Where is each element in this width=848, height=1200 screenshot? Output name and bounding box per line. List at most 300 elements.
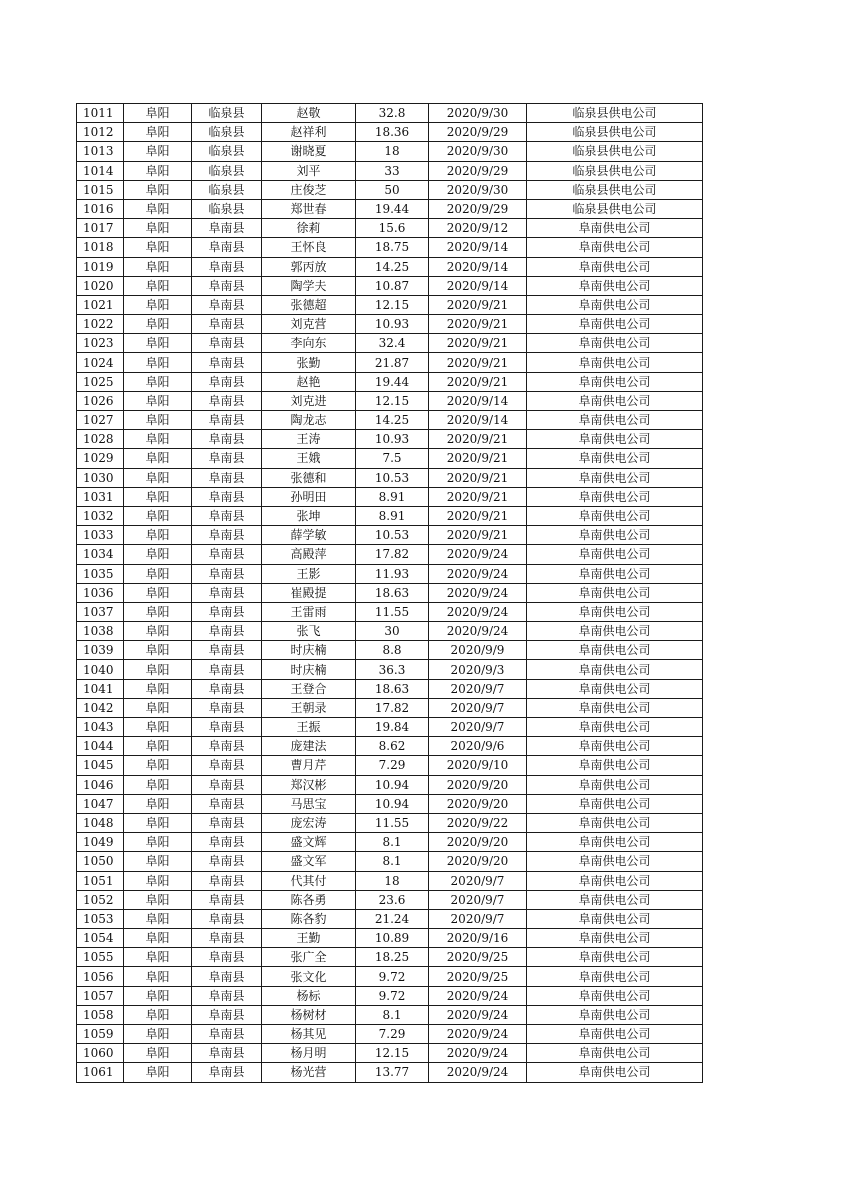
table-row — [77, 1025, 703, 1044]
cell-name: 王雷雨 — [262, 602, 356, 621]
cell-date: 2020/9/29 — [429, 199, 527, 218]
cell-county: 阜南县 — [192, 564, 262, 583]
cell-name: 张广全 — [262, 948, 356, 967]
cell-company: 阜南供电公司 — [527, 276, 703, 295]
cell-company: 临泉县供电公司 — [527, 123, 703, 142]
cell-city: 阜阳 — [124, 1063, 192, 1082]
cell-date: 2020/9/24 — [429, 1044, 527, 1063]
cell-name: 陈各勇 — [262, 890, 356, 909]
cell-city: 阜阳 — [124, 526, 192, 545]
table-row — [77, 698, 703, 717]
cell-company: 阜南供电公司 — [527, 526, 703, 545]
cell-amount: 14.25 — [356, 411, 429, 430]
cell-amount: 19.44 — [356, 199, 429, 218]
cell-serial-number: 1018 — [77, 238, 124, 257]
cell-serial-number: 1059 — [77, 1025, 124, 1044]
cell-city: 阜阳 — [124, 833, 192, 852]
cell-name: 王怀良 — [262, 238, 356, 257]
cell-amount: 11.55 — [356, 813, 429, 832]
cell-amount: 14.25 — [356, 257, 429, 276]
table-row — [77, 430, 703, 449]
cell-city: 阜阳 — [124, 1025, 192, 1044]
cell-date: 2020/9/30 — [429, 104, 527, 123]
table-body — [77, 104, 703, 1083]
table-row — [77, 449, 703, 468]
cell-serial-number: 1054 — [77, 929, 124, 948]
table-row — [77, 391, 703, 410]
cell-city: 阜阳 — [124, 161, 192, 180]
data-table — [76, 103, 703, 1083]
cell-name: 刘克营 — [262, 315, 356, 334]
cell-county: 阜南县 — [192, 967, 262, 986]
cell-name: 张德和 — [262, 468, 356, 487]
table-row — [77, 871, 703, 890]
cell-amount: 50 — [356, 180, 429, 199]
cell-city: 阜阳 — [124, 1005, 192, 1024]
cell-amount: 30 — [356, 622, 429, 641]
cell-amount: 18.63 — [356, 679, 429, 698]
cell-date: 2020/9/21 — [429, 487, 527, 506]
cell-county: 临泉县 — [192, 180, 262, 199]
cell-county: 阜南县 — [192, 948, 262, 967]
cell-name: 薛学敏 — [262, 526, 356, 545]
spreadsheet — [76, 103, 702, 1083]
cell-name: 崔殿提 — [262, 583, 356, 602]
cell-name: 张勤 — [262, 353, 356, 372]
cell-company: 阜南供电公司 — [527, 967, 703, 986]
cell-company: 阜南供电公司 — [527, 257, 703, 276]
cell-county: 阜南县 — [192, 430, 262, 449]
cell-date: 2020/9/29 — [429, 161, 527, 180]
cell-serial-number: 1038 — [77, 622, 124, 641]
cell-serial-number: 1031 — [77, 487, 124, 506]
cell-company: 阜南供电公司 — [527, 1005, 703, 1024]
cell-amount: 15.6 — [356, 219, 429, 238]
cell-amount: 10.53 — [356, 526, 429, 545]
cell-date: 2020/9/20 — [429, 852, 527, 871]
cell-county: 阜南县 — [192, 871, 262, 890]
cell-serial-number: 1045 — [77, 756, 124, 775]
table-row — [77, 890, 703, 909]
cell-name: 时庆楠 — [262, 660, 356, 679]
cell-serial-number: 1030 — [77, 468, 124, 487]
cell-name: 郑世春 — [262, 199, 356, 218]
cell-city: 阜阳 — [124, 276, 192, 295]
cell-city: 阜阳 — [124, 986, 192, 1005]
cell-county: 阜南县 — [192, 775, 262, 794]
cell-city: 阜阳 — [124, 967, 192, 986]
cell-serial-number: 1052 — [77, 890, 124, 909]
table-row — [77, 104, 703, 123]
cell-county: 临泉县 — [192, 123, 262, 142]
cell-amount: 7.29 — [356, 1025, 429, 1044]
table-row — [77, 967, 703, 986]
cell-serial-number: 1053 — [77, 909, 124, 928]
cell-date: 2020/9/20 — [429, 833, 527, 852]
cell-date: 2020/9/7 — [429, 718, 527, 737]
cell-amount: 10.93 — [356, 430, 429, 449]
cell-amount: 11.55 — [356, 602, 429, 621]
cell-name: 王朝录 — [262, 698, 356, 717]
cell-serial-number: 1026 — [77, 391, 124, 410]
cell-date: 2020/9/24 — [429, 1063, 527, 1082]
cell-city: 阜阳 — [124, 468, 192, 487]
cell-date: 2020/9/24 — [429, 622, 527, 641]
cell-serial-number: 1048 — [77, 813, 124, 832]
table-row — [77, 948, 703, 967]
cell-company: 阜南供电公司 — [527, 238, 703, 257]
cell-amount: 8.1 — [356, 852, 429, 871]
cell-amount: 19.44 — [356, 372, 429, 391]
cell-county: 阜南县 — [192, 794, 262, 813]
table-row — [77, 833, 703, 852]
cell-company: 阜南供电公司 — [527, 1044, 703, 1063]
cell-date: 2020/9/7 — [429, 679, 527, 698]
cell-company: 阜南供电公司 — [527, 468, 703, 487]
cell-city: 阜阳 — [124, 353, 192, 372]
cell-name: 赵敬 — [262, 104, 356, 123]
cell-city: 阜阳 — [124, 679, 192, 698]
cell-serial-number: 1050 — [77, 852, 124, 871]
cell-amount: 12.15 — [356, 295, 429, 314]
cell-company: 阜南供电公司 — [527, 449, 703, 468]
cell-county: 阜南县 — [192, 929, 262, 948]
cell-serial-number: 1055 — [77, 948, 124, 967]
cell-company: 临泉县供电公司 — [527, 104, 703, 123]
cell-amount: 18.63 — [356, 583, 429, 602]
cell-city: 阜阳 — [124, 487, 192, 506]
cell-serial-number: 1057 — [77, 986, 124, 1005]
cell-date: 2020/9/16 — [429, 929, 527, 948]
cell-serial-number: 1016 — [77, 199, 124, 218]
cell-date: 2020/9/24 — [429, 1025, 527, 1044]
cell-county: 阜南县 — [192, 698, 262, 717]
cell-county: 阜南县 — [192, 372, 262, 391]
cell-amount: 8.91 — [356, 487, 429, 506]
cell-date: 2020/9/6 — [429, 737, 527, 756]
cell-name: 李向东 — [262, 334, 356, 353]
cell-serial-number: 1022 — [77, 315, 124, 334]
cell-city: 阜阳 — [124, 756, 192, 775]
cell-date: 2020/9/10 — [429, 756, 527, 775]
cell-amount: 11.93 — [356, 564, 429, 583]
cell-county: 阜南县 — [192, 852, 262, 871]
cell-company: 阜南供电公司 — [527, 622, 703, 641]
cell-serial-number: 1012 — [77, 123, 124, 142]
cell-amount: 18.25 — [356, 948, 429, 967]
cell-amount: 18.36 — [356, 123, 429, 142]
cell-date: 2020/9/21 — [429, 372, 527, 391]
cell-date: 2020/9/21 — [429, 468, 527, 487]
cell-company: 阜南供电公司 — [527, 698, 703, 717]
cell-date: 2020/9/3 — [429, 660, 527, 679]
table-row — [77, 794, 703, 813]
cell-city: 阜阳 — [124, 948, 192, 967]
cell-name: 陈各豹 — [262, 909, 356, 928]
cell-date: 2020/9/30 — [429, 180, 527, 199]
cell-company: 阜南供电公司 — [527, 334, 703, 353]
cell-county: 阜南县 — [192, 718, 262, 737]
cell-county: 阜南县 — [192, 468, 262, 487]
table-row — [77, 564, 703, 583]
cell-company: 阜南供电公司 — [527, 1025, 703, 1044]
cell-company: 阜南供电公司 — [527, 295, 703, 314]
cell-name: 郑汉彬 — [262, 775, 356, 794]
cell-date: 2020/9/29 — [429, 123, 527, 142]
cell-amount: 13.77 — [356, 1063, 429, 1082]
cell-date: 2020/9/22 — [429, 813, 527, 832]
cell-name: 孙明田 — [262, 487, 356, 506]
cell-city: 阜阳 — [124, 602, 192, 621]
cell-amount: 7.5 — [356, 449, 429, 468]
cell-amount: 21.87 — [356, 353, 429, 372]
cell-company: 阜南供电公司 — [527, 487, 703, 506]
cell-name: 王勤 — [262, 929, 356, 948]
cell-amount: 17.82 — [356, 545, 429, 564]
cell-county: 阜南县 — [192, 737, 262, 756]
table-row — [77, 1005, 703, 1024]
table-row — [77, 718, 703, 737]
cell-city: 阜阳 — [124, 852, 192, 871]
cell-serial-number: 1060 — [77, 1044, 124, 1063]
cell-company: 阜南供电公司 — [527, 718, 703, 737]
cell-city: 阜阳 — [124, 794, 192, 813]
cell-city: 阜阳 — [124, 180, 192, 199]
cell-serial-number: 1011 — [77, 104, 124, 123]
cell-serial-number: 1034 — [77, 545, 124, 564]
cell-name: 高殿萍 — [262, 545, 356, 564]
cell-county: 阜南县 — [192, 1063, 262, 1082]
cell-date: 2020/9/21 — [429, 295, 527, 314]
cell-county: 阜南县 — [192, 487, 262, 506]
cell-serial-number: 1028 — [77, 430, 124, 449]
table-row — [77, 295, 703, 314]
table-row — [77, 545, 703, 564]
cell-county: 阜南县 — [192, 1025, 262, 1044]
cell-company: 阜南供电公司 — [527, 890, 703, 909]
cell-company: 阜南供电公司 — [527, 833, 703, 852]
cell-county: 阜南县 — [192, 679, 262, 698]
cell-name: 王涛 — [262, 430, 356, 449]
table-row — [77, 1044, 703, 1063]
cell-county: 阜南县 — [192, 890, 262, 909]
cell-name: 杨光营 — [262, 1063, 356, 1082]
cell-name: 谢晓夏 — [262, 142, 356, 161]
cell-company: 阜南供电公司 — [527, 986, 703, 1005]
cell-serial-number: 1027 — [77, 411, 124, 430]
cell-city: 阜阳 — [124, 583, 192, 602]
table-row — [77, 161, 703, 180]
cell-date: 2020/9/21 — [429, 315, 527, 334]
cell-city: 阜阳 — [124, 334, 192, 353]
cell-city: 阜阳 — [124, 641, 192, 660]
cell-date: 2020/9/9 — [429, 641, 527, 660]
cell-city: 阜阳 — [124, 564, 192, 583]
cell-amount: 7.29 — [356, 756, 429, 775]
table-row — [77, 602, 703, 621]
table-row — [77, 199, 703, 218]
cell-serial-number: 1041 — [77, 679, 124, 698]
table-row — [77, 852, 703, 871]
cell-company: 阜南供电公司 — [527, 948, 703, 967]
cell-serial-number: 1029 — [77, 449, 124, 468]
table-row — [77, 238, 703, 257]
cell-county: 阜南县 — [192, 602, 262, 621]
cell-city: 阜阳 — [124, 104, 192, 123]
table-row — [77, 986, 703, 1005]
cell-date: 2020/9/30 — [429, 142, 527, 161]
cell-city: 阜阳 — [124, 257, 192, 276]
cell-company: 阜南供电公司 — [527, 641, 703, 660]
cell-name: 盛文军 — [262, 852, 356, 871]
table-row — [77, 123, 703, 142]
cell-name: 刘克进 — [262, 391, 356, 410]
cell-amount: 10.89 — [356, 929, 429, 948]
cell-date: 2020/9/24 — [429, 1005, 527, 1024]
cell-county: 阜南县 — [192, 295, 262, 314]
cell-company: 阜南供电公司 — [527, 909, 703, 928]
cell-serial-number: 1061 — [77, 1063, 124, 1082]
cell-amount: 32.8 — [356, 104, 429, 123]
cell-company: 阜南供电公司 — [527, 929, 703, 948]
cell-name: 杨其见 — [262, 1025, 356, 1044]
cell-serial-number: 1025 — [77, 372, 124, 391]
cell-county: 阜南县 — [192, 660, 262, 679]
cell-date: 2020/9/21 — [429, 449, 527, 468]
cell-name: 庞宏涛 — [262, 813, 356, 832]
cell-name: 王娥 — [262, 449, 356, 468]
cell-amount: 8.91 — [356, 506, 429, 525]
cell-city: 阜阳 — [124, 123, 192, 142]
cell-county: 阜南县 — [192, 641, 262, 660]
cell-name: 赵祥利 — [262, 123, 356, 142]
cell-county: 阜南县 — [192, 257, 262, 276]
cell-date: 2020/9/20 — [429, 794, 527, 813]
cell-serial-number: 1040 — [77, 660, 124, 679]
cell-serial-number: 1015 — [77, 180, 124, 199]
cell-serial-number: 1014 — [77, 161, 124, 180]
table-row — [77, 526, 703, 545]
cell-county: 阜南县 — [192, 622, 262, 641]
cell-company: 阜南供电公司 — [527, 564, 703, 583]
table-row — [77, 468, 703, 487]
table-row — [77, 622, 703, 641]
cell-amount: 10.87 — [356, 276, 429, 295]
cell-city: 阜阳 — [124, 238, 192, 257]
cell-serial-number: 1058 — [77, 1005, 124, 1024]
cell-name: 赵艳 — [262, 372, 356, 391]
cell-county: 临泉县 — [192, 161, 262, 180]
cell-company: 临泉县供电公司 — [527, 199, 703, 218]
cell-date: 2020/9/7 — [429, 871, 527, 890]
cell-amount: 9.72 — [356, 986, 429, 1005]
table-row — [77, 641, 703, 660]
cell-date: 2020/9/14 — [429, 257, 527, 276]
table-row — [77, 315, 703, 334]
cell-serial-number: 1043 — [77, 718, 124, 737]
cell-city: 阜阳 — [124, 871, 192, 890]
cell-county: 临泉县 — [192, 104, 262, 123]
cell-county: 阜南县 — [192, 756, 262, 775]
cell-amount: 8.1 — [356, 833, 429, 852]
cell-serial-number: 1035 — [77, 564, 124, 583]
table-row — [77, 679, 703, 698]
cell-city: 阜阳 — [124, 411, 192, 430]
cell-date: 2020/9/14 — [429, 276, 527, 295]
cell-date: 2020/9/14 — [429, 391, 527, 410]
table-row — [77, 660, 703, 679]
cell-date: 2020/9/21 — [429, 526, 527, 545]
table-row — [77, 142, 703, 161]
cell-serial-number: 1046 — [77, 775, 124, 794]
cell-county: 阜南县 — [192, 583, 262, 602]
cell-name: 庄俊芝 — [262, 180, 356, 199]
cell-city: 阜阳 — [124, 1044, 192, 1063]
cell-name: 张坤 — [262, 506, 356, 525]
table-row — [77, 1063, 703, 1082]
cell-county: 阜南县 — [192, 353, 262, 372]
cell-name: 王登合 — [262, 679, 356, 698]
cell-name: 杨月明 — [262, 1044, 356, 1063]
cell-serial-number: 1023 — [77, 334, 124, 353]
cell-date: 2020/9/21 — [429, 334, 527, 353]
cell-company: 临泉县供电公司 — [527, 142, 703, 161]
cell-serial-number: 1019 — [77, 257, 124, 276]
cell-county: 阜南县 — [192, 545, 262, 564]
cell-amount: 18.75 — [356, 238, 429, 257]
cell-company: 阜南供电公司 — [527, 315, 703, 334]
cell-county: 阜南县 — [192, 391, 262, 410]
cell-county: 阜南县 — [192, 833, 262, 852]
cell-company: 阜南供电公司 — [527, 679, 703, 698]
cell-company: 阜南供电公司 — [527, 871, 703, 890]
cell-amount: 21.24 — [356, 909, 429, 928]
table-row — [77, 219, 703, 238]
cell-company: 阜南供电公司 — [527, 545, 703, 564]
cell-name: 时庆楠 — [262, 641, 356, 660]
cell-city: 阜阳 — [124, 430, 192, 449]
cell-name: 郭丙放 — [262, 257, 356, 276]
cell-city: 阜阳 — [124, 315, 192, 334]
cell-city: 阜阳 — [124, 449, 192, 468]
cell-company: 阜南供电公司 — [527, 583, 703, 602]
cell-amount: 18 — [356, 871, 429, 890]
cell-amount: 9.72 — [356, 967, 429, 986]
cell-company: 阜南供电公司 — [527, 430, 703, 449]
cell-company: 阜南供电公司 — [527, 506, 703, 525]
table-row — [77, 929, 703, 948]
cell-company: 阜南供电公司 — [527, 813, 703, 832]
cell-company: 阜南供电公司 — [527, 660, 703, 679]
cell-company: 阜南供电公司 — [527, 219, 703, 238]
cell-amount: 32.4 — [356, 334, 429, 353]
cell-serial-number: 1020 — [77, 276, 124, 295]
cell-amount: 10.53 — [356, 468, 429, 487]
table-row — [77, 353, 703, 372]
table-row — [77, 756, 703, 775]
table-row — [77, 583, 703, 602]
table-row — [77, 909, 703, 928]
cell-name: 徐莉 — [262, 219, 356, 238]
cell-county: 阜南县 — [192, 1044, 262, 1063]
cell-county: 阜南县 — [192, 909, 262, 928]
cell-serial-number: 1049 — [77, 833, 124, 852]
table-row — [77, 276, 703, 295]
cell-county: 临泉县 — [192, 199, 262, 218]
cell-date: 2020/9/14 — [429, 411, 527, 430]
cell-company: 阜南供电公司 — [527, 756, 703, 775]
cell-amount: 19.84 — [356, 718, 429, 737]
